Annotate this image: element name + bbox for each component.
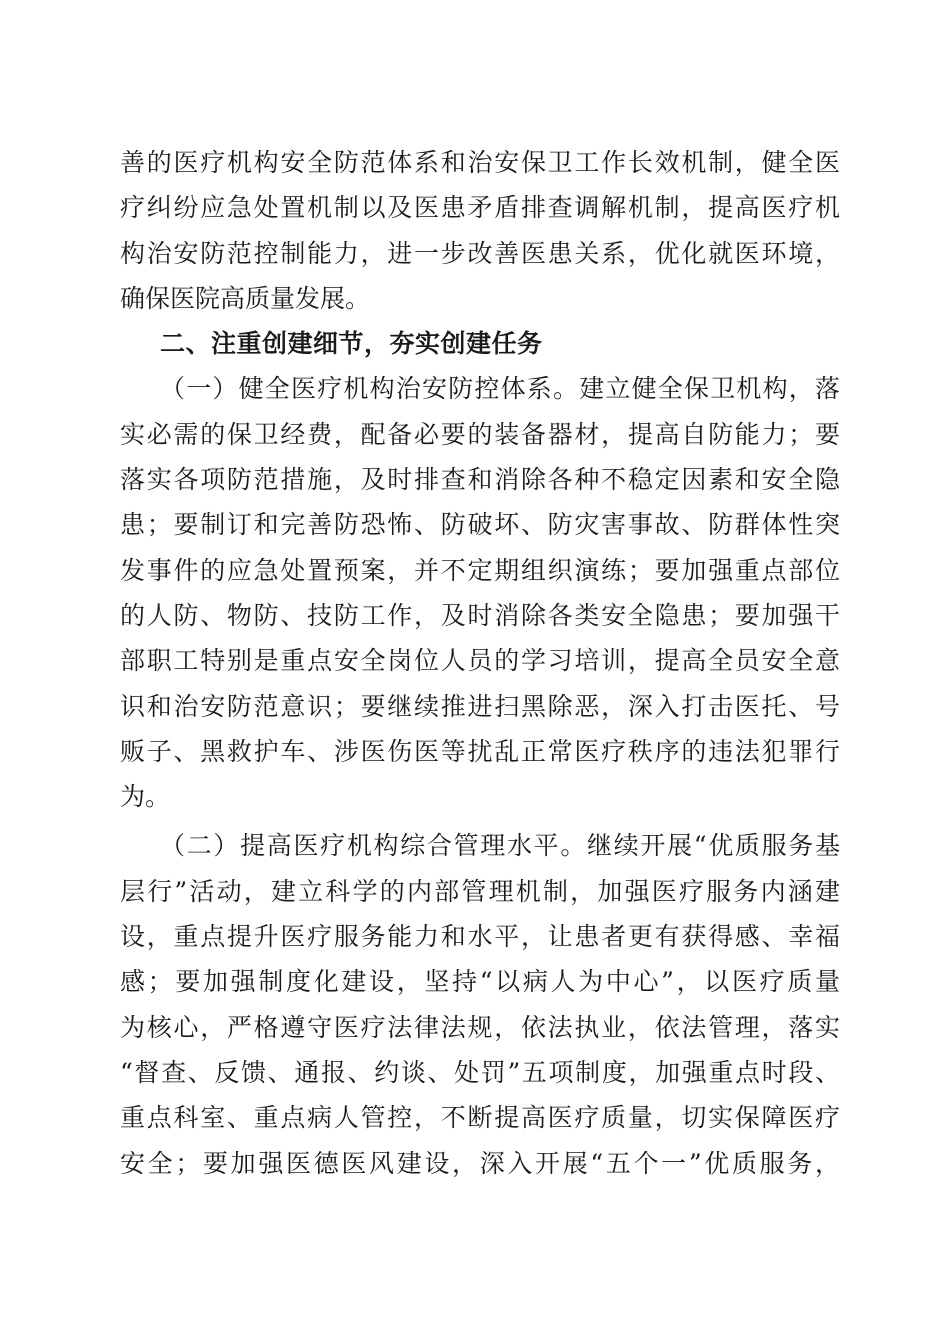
text-line: （一）健全医疗机构治安防控体系。建立健全保卫机构，落 [160, 374, 840, 404]
text-line: 为核心，严格遵守医疗法律法规，依法执业，依法管理，落实 [120, 1012, 840, 1042]
text-line: 的人防、物防、技防工作，及时消除各类安全隐患；要加强干 [120, 600, 840, 630]
text-line: 实必需的保卫经费，配备必要的装备器材，提高自防能力；要 [120, 419, 840, 449]
paragraph-1 [120, 366, 840, 819]
text-line: 疗纠纷应急处置机制以及医患矛盾排查调解机制，提高医疗机 [120, 193, 840, 223]
text-line: 贩子、黑救护车、涉医伤医等扰乱正常医疗秩序的违法犯罪行 [120, 736, 840, 766]
text-line: 发事件的应急处置预案，并不定期组织演练；要加强重点部位 [120, 555, 840, 585]
intro-paragraph [120, 140, 840, 321]
text-line: 识和治安防范意识；要继续推进扫黑除恶，深入打击医托、号 [120, 691, 840, 721]
text-line: 为。 [120, 782, 171, 812]
text-line: 重点科室、重点病人管控，不断提高医疗质量，切实保障医疗 [120, 1103, 840, 1133]
text-line: “督查、反馈、通报、约谈、处罚”五项制度，加强重点时段、 [120, 1057, 840, 1087]
text-line: 安全；要加强医德医风建设，深入开展“五个一”优质服务， [120, 1148, 840, 1178]
paragraph-2 [120, 823, 840, 1185]
document-body [120, 140, 840, 1186]
text-line: （二）提高医疗机构综合管理水平。继续开展“优质服务基 [160, 831, 840, 861]
text-line: 患；要制订和完善防恐怖、防破坏、防灾害事故、防群体性突 [120, 510, 840, 540]
text-line: 感；要加强制度化建设，坚持“以病人为中心”，以医疗质量 [120, 967, 840, 997]
text-line: 设，重点提升医疗服务能力和水平，让患者更有获得感、幸福 [120, 922, 840, 952]
text-line: 部职工特别是重点安全岗位人员的学习培训，提高全员安全意 [120, 646, 840, 676]
section-heading: 二、注重创建细节，夯实创建任务 [160, 329, 543, 359]
text-line: 构治安防范控制能力，进一步改善医患关系，优化就医环境， [120, 238, 840, 268]
text-line: 确保医院高质量发展。 [120, 283, 371, 313]
text-line: 层行”活动，建立科学的内部管理机制，加强医疗服务内涵建 [120, 876, 840, 906]
text-line: 落实各项防范措施，及时排查和消除各种不稳定因素和安全隐 [120, 465, 840, 495]
text-line: 善的医疗机构安全防范体系和治安保卫工作长效机制，健全医 [120, 148, 840, 177]
